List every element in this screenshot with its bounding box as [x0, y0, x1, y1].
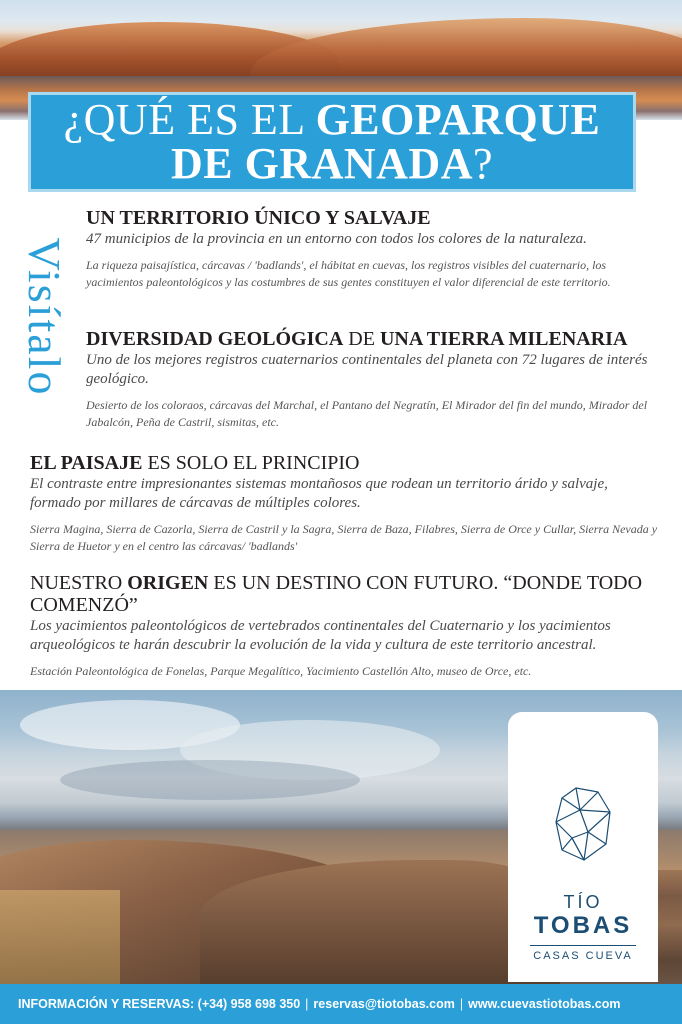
cloud [60, 760, 360, 800]
section-heading [86, 328, 660, 350]
logo-subtitle: CASAS CUEVA [533, 950, 633, 962]
section-heading [86, 207, 660, 229]
logo-tio-text: TÍO [563, 892, 603, 912]
title-prefix: ¿QUÉ ES EL [63, 95, 316, 144]
crystal-rock-icon [554, 786, 612, 862]
contact-footer-bar [0, 984, 682, 1024]
heading-normal: ES UN DESTINO CON FUTURO. “DONDE TODO COMENZÓ” [30, 572, 643, 616]
phone-info[interactable]: INFORMACIÓN Y RESERVAS: (+34) 958 698 350 [18, 997, 301, 1011]
heading-bold: UNA TIERRA MILENARIA [379, 328, 628, 350]
heading-bold: DIVERSIDAD GEOLÓGICA [86, 328, 344, 350]
tio-tobas-logo[interactable] [508, 712, 658, 982]
section-lead: El contraste entre impresionantes sistemas montañosos que rodean un territorio árido y salvaje, formado por millares de cárcavas de múltiples colores. [30, 476, 608, 511]
section-lead: Los yacimientos paleontológicos de vertebrados continentales del Cuaternario y los yacimientos arqueológicos te harán descubrir la evolución de la vida y cultura de este territorio ancestral. [30, 618, 611, 653]
section-diversidad [86, 328, 660, 431]
heading-normal: DE [343, 328, 380, 350]
title-geoparque: GEOPARQUE [315, 95, 601, 144]
section-origen [30, 572, 660, 680]
separator: | [459, 997, 464, 1011]
section-detail: Desierto de los coloraos, cárcavas del Marchal, el Pantano del Negratín, El Mirador del fin del mundo, Mirador del Jabalcón, Peña de Castril, sismitas, etc. [86, 398, 648, 429]
title-line-1 [28, 95, 636, 144]
separator: | [305, 997, 309, 1011]
website-link[interactable]: www.cuevastiotobas.com [468, 997, 621, 1011]
section-territorio [86, 207, 660, 291]
title-line-2 [28, 139, 636, 188]
title-granada: DE GRANADA [170, 139, 473, 188]
section-detail: Sierra Magina, Sierra de Cazorla, Sierra de Castril y la Sagra, Sierra de Baza, Filabres, Sierra de Orce y Cullar, Sierra Nevada y Sierra de Huetor y en el centro las cárcavas/ 'badlands' [30, 522, 658, 553]
logo-tobas-text: TOBAS [533, 912, 633, 939]
visitalo-vertical-label [14, 205, 74, 430]
dry-grass [0, 890, 120, 984]
badlands-canyon [200, 860, 560, 984]
section-detail: La riqueza paisajística, cárcavas / 'badlands', el hábitat en cuevas, los registros visibles del cuaternario, los yacimientos paleontológicos y las costumbres de sus gentes constituyen el valor diferencial de este territorio. [86, 258, 611, 289]
heading-normal: ES SOLO EL PRINCIPIO [142, 452, 360, 474]
heading-bold: EL PAISAJE [30, 452, 143, 474]
heading-normal: NUESTRO [30, 572, 128, 594]
section-lead: Uno de los mejores registros cuaternarios continentales del planeta con 72 lugares de interés geológico. [86, 352, 648, 387]
title-question-mark: ? [472, 139, 494, 188]
section-heading [30, 452, 660, 474]
logo-divider [530, 945, 636, 946]
heading-bold: ORIGEN [127, 572, 209, 594]
heading-bold: UN TERRITORIO ÚNICO Y SALVAJE [86, 207, 431, 229]
email-link[interactable]: reservas@tiotobas.com [313, 997, 455, 1011]
badlands-hill [250, 18, 682, 80]
section-detail: Estación Paleontológica de Fonelas, Parque Megalítico, Yacimiento Castellón Alto, museo de Orce, etc. [30, 664, 532, 678]
visitalo-text: Visítalo [19, 237, 70, 397]
section-paisaje [30, 452, 660, 555]
section-heading [30, 572, 660, 616]
section-lead: 47 municipios de la provincia en un entorno con todos los colores de la naturaleza. [86, 231, 587, 247]
page-title [28, 92, 636, 192]
